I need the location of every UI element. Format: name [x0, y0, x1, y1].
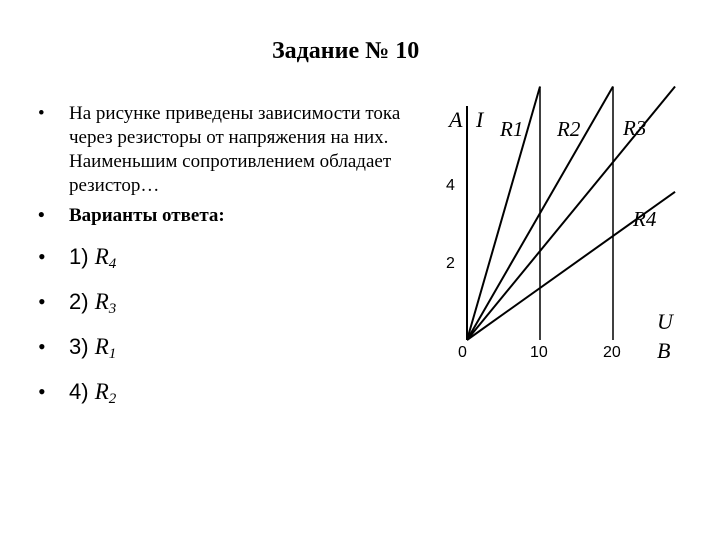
bullet-dot: •	[38, 289, 46, 314]
bullet-dot: •	[38, 103, 45, 124]
option-number: 3)	[69, 334, 89, 359]
task-title: Задание № 10	[272, 38, 420, 64]
y-tick-label: 4	[446, 177, 455, 194]
x-tick-label: 0	[458, 344, 467, 361]
option-subscript: 1	[108, 346, 117, 362]
option-number: 2)	[69, 289, 89, 314]
y-unit-symbol: A	[449, 107, 463, 132]
bullet-dot: •	[38, 205, 45, 226]
series-label-r4: R4	[633, 207, 657, 231]
option-number: 1)	[69, 244, 89, 269]
series-label-r1: R1	[500, 117, 524, 141]
option-resistor: R	[94, 289, 109, 314]
option-resistor: R	[94, 379, 109, 404]
y-tick-label: 2	[446, 255, 455, 272]
option-subscript: 3	[108, 301, 117, 317]
x-unit-symbol: B	[657, 338, 671, 363]
x-tick-label: 10	[530, 344, 548, 361]
bullet-dot: •	[38, 244, 46, 269]
option-subscript: 4	[108, 256, 117, 272]
bullet-dot: •	[38, 379, 46, 404]
question-text: На рисунке приведены зависимости тока через резисторы от напряжения на них. Наименьшим сопротивлением обладает резистор…	[69, 103, 401, 196]
option-resistor: R	[94, 244, 109, 269]
x-tick-label: 20	[603, 344, 621, 361]
option-resistor: R	[94, 334, 109, 359]
answers-header: Варианты ответа:	[69, 205, 225, 226]
x-axis-label: U	[657, 309, 673, 334]
series-label-r3: R3	[623, 116, 647, 140]
option-number: 4)	[69, 379, 89, 404]
bullet-dot: •	[38, 334, 46, 359]
option-subscript: 2	[108, 391, 117, 407]
y-axis-label: I	[476, 107, 484, 132]
series-label-r2: R2	[557, 117, 581, 141]
